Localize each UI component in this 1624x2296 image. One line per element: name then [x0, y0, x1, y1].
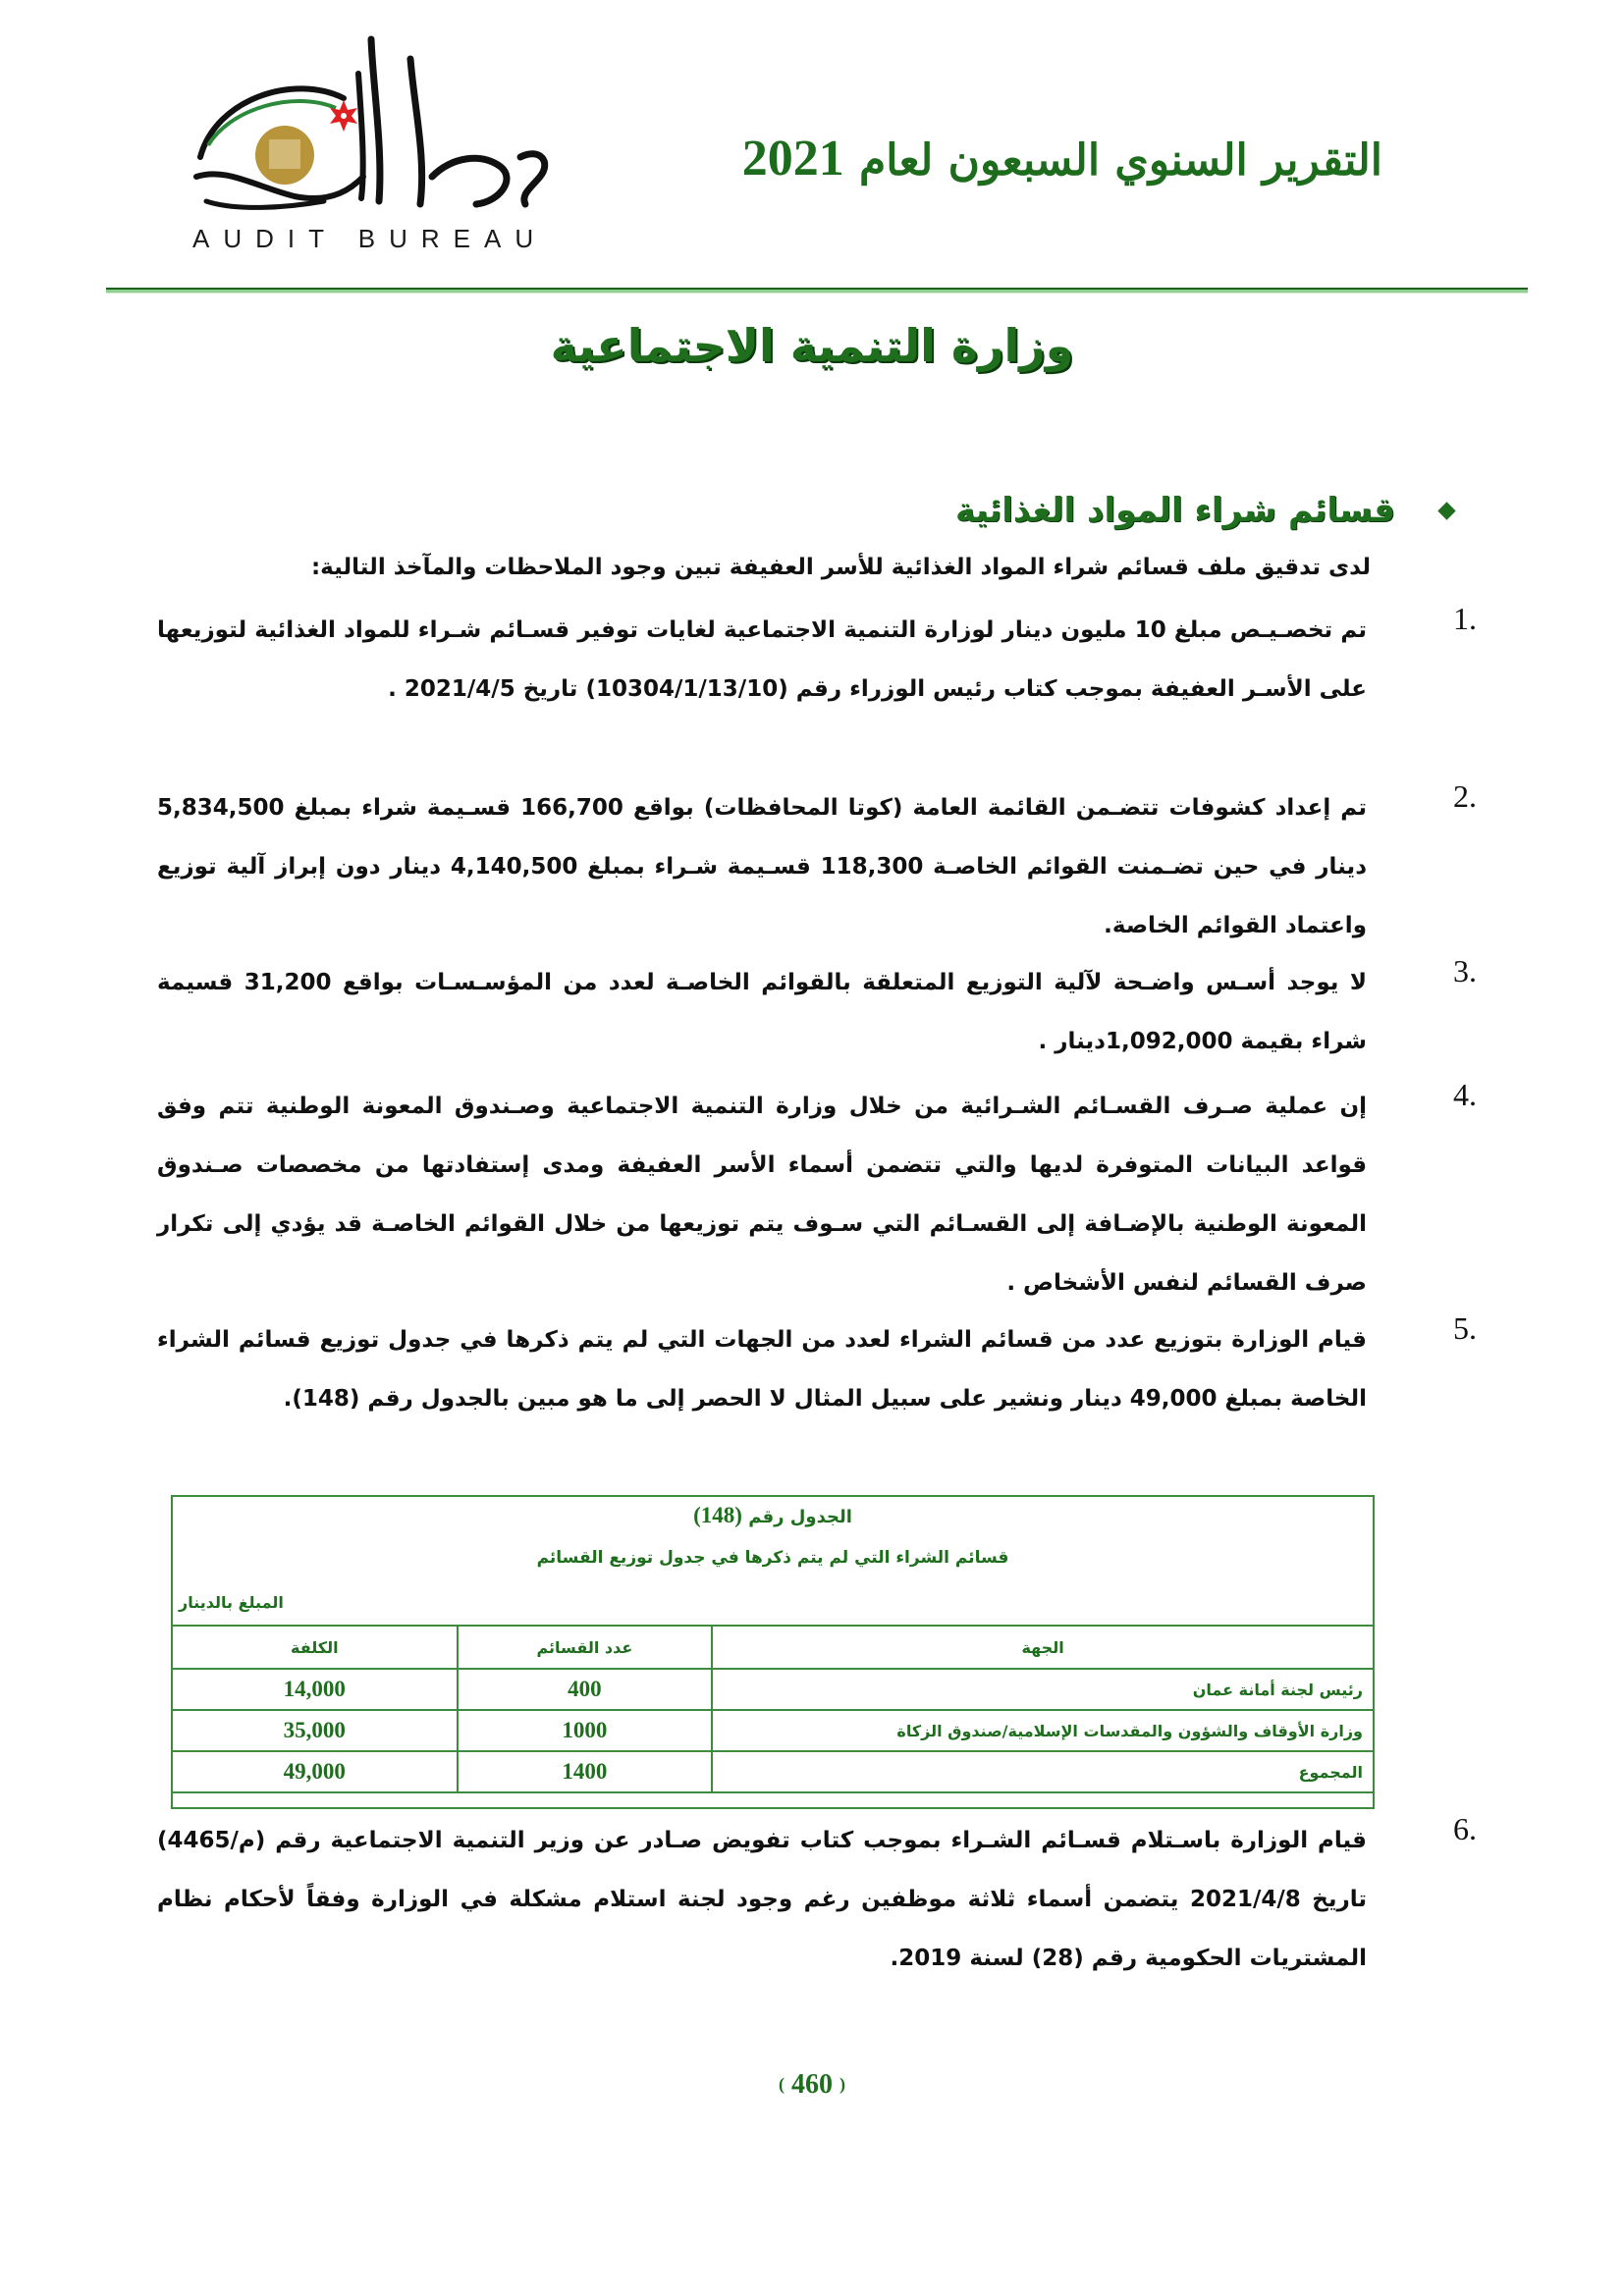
table-unit-note: المبلغ بالدينار — [179, 1593, 284, 1612]
page-number — [0, 2069, 1624, 2101]
list-item — [157, 953, 1477, 1071]
item-text: إن عملية صـرف القسـائم الشـرائية من خلال وزارة التنمية الاجتماعية وصـندوق المعونة الوطنية تتم وفق قواعد البيانات المتوفرة لديها والتي تتضمن أسماء الأسر العفيفة ومدى إستفادتها من مخصصات صـندوق المعونة الوطنية بالإضـافة إلى القسـائم التي سـوف يتم توزيعها من خلال القوائم الخاصـة قد يؤدي إلى تكرار صرف القسائم لنفس الأشخاص . — [157, 1094, 1367, 1296]
list-item — [157, 601, 1477, 719]
item-number: 4. — [1453, 1077, 1477, 1112]
table-title-number: (148) — [693, 1503, 742, 1527]
table-row — [172, 1710, 1374, 1751]
cell-entity: المجموع — [712, 1751, 1374, 1792]
cell-entity: رئيس لجنة أمانة عمان — [712, 1669, 1374, 1710]
item-number: 6. — [1453, 1811, 1477, 1846]
section-intro: لدى تدقيق ملف قسائم شراء المواد الغذائية للأسر العفيفة تبين وجود الملاحظات والمآخذ التالية: — [310, 555, 1371, 580]
ministry-title: وزارة التنمية الاجتماعية — [550, 319, 1074, 372]
list-item — [157, 1310, 1477, 1428]
item-number: 2. — [1453, 778, 1477, 814]
section-title: قسائم شراء المواد الغذائية — [955, 491, 1395, 530]
logo-caption: AUDIT BUREAU — [192, 224, 548, 253]
report-title — [742, 130, 1382, 187]
table-148 — [171, 1495, 1375, 1809]
column-header-cost: الكلفة — [172, 1626, 458, 1669]
list-item — [157, 1811, 1477, 1988]
logo-calligraphy-icon — [187, 29, 560, 226]
paren-close-icon: ) — [839, 2074, 845, 2094]
report-year: 2021 — [741, 131, 844, 187]
item-text: قيام الوزارة بتوزيع عدد من قسائم الشراء لعدد من الجهات التي لم يتم ذكرها في جدول توزيع قسائم الشراء الخاصة بمبلغ 49,000 دينار ونشير على سبيل المثال لا الحصر إلى ما هو مبين بالجدول رقم (148). — [157, 1327, 1367, 1412]
cell-entity: وزارة الأوقاف والشؤون والمقدسات الإسلامية/صندوق الزكاة — [712, 1710, 1374, 1751]
table-title — [173, 1503, 1373, 1528]
paren-open-icon: ( — [779, 2074, 785, 2094]
item-number: 5. — [1453, 1310, 1477, 1346]
item-text: تم تخصـيـص مبلغ 10 مليون دينار لوزارة التنمية الاجتماعية لغايات توفير قسـائم شـراء للمواد الغذائية لتوزيعها على الأسـر العفيفة بموجب كتاب رئيس الوزراء رقم (10304/1/13/10) تاريخ 2021/4/5 . — [157, 617, 1367, 702]
item-number: 1. — [1453, 601, 1477, 636]
cell-count: 400 — [458, 1669, 713, 1710]
table-header-row — [172, 1626, 1374, 1669]
item-number: 3. — [1453, 953, 1477, 988]
cell-count: 1000 — [458, 1710, 713, 1751]
list-item — [157, 778, 1477, 955]
table-title-prefix: الجدول رقم — [748, 1507, 852, 1527]
section-heading — [955, 491, 1457, 530]
page-number-value: 460 — [791, 2069, 833, 2100]
audit-bureau-logo — [187, 29, 560, 260]
table-total-row — [172, 1751, 1374, 1792]
diamond-bullet-icon — [1437, 502, 1455, 519]
cell-cost: 49,000 — [172, 1751, 458, 1792]
item-text: لا يوجد أسـس واضـحة لآلية التوزيع المتعلقة بالقوائم الخاصـة لعدد من المؤسـسـات بواقع 31,200 قسيمة شراء بقيمة 1,092,000دينار . — [157, 970, 1367, 1054]
list-item — [157, 1077, 1477, 1312]
data-table — [171, 1625, 1375, 1793]
item-text: تم إعداد كشوفات تتضـمن القائمة العامة (كوتا المحافظات) بواقع 166,700 قسـيمة شراء بمبلغ 5,834,500 دينار في حين تضـمنت القوائم الخاصـة 118,300 قسـيمة شـراء بمبلغ 4,140,500 دينار دون إبراز آلية توزيع واعتماد القوائم الخاصة. — [157, 795, 1367, 938]
cell-cost: 35,000 — [172, 1710, 458, 1751]
report-title-text: التقرير السنوي السبعون لعام — [859, 135, 1382, 186]
cell-cost: 14,000 — [172, 1669, 458, 1710]
cell-count: 1400 — [458, 1751, 713, 1792]
item-text: قيام الوزارة باسـتلام قسـائم الشـراء بموجب كتاب تفويض صـادر عن وزير التنمية الاجتماعية رقم (م/4465) تاريخ 2021/4/8 يتضمن أسماء ثلاثة موظفين رغم وجود لجنة استلام مشكلة في الوزارة وفقاً لأحكام نظام المشتريات الحكومية رقم (28) لسنة 2019. — [157, 1828, 1367, 1971]
header-divider — [106, 288, 1528, 294]
column-header-entity: الجهة — [712, 1626, 1374, 1669]
table-row — [172, 1669, 1374, 1710]
table-subtitle: قسائم الشراء التي لم يتم ذكرها في جدول توزيع القسائم — [536, 1548, 1009, 1568]
column-header-count: عدد القسائم — [458, 1626, 713, 1669]
